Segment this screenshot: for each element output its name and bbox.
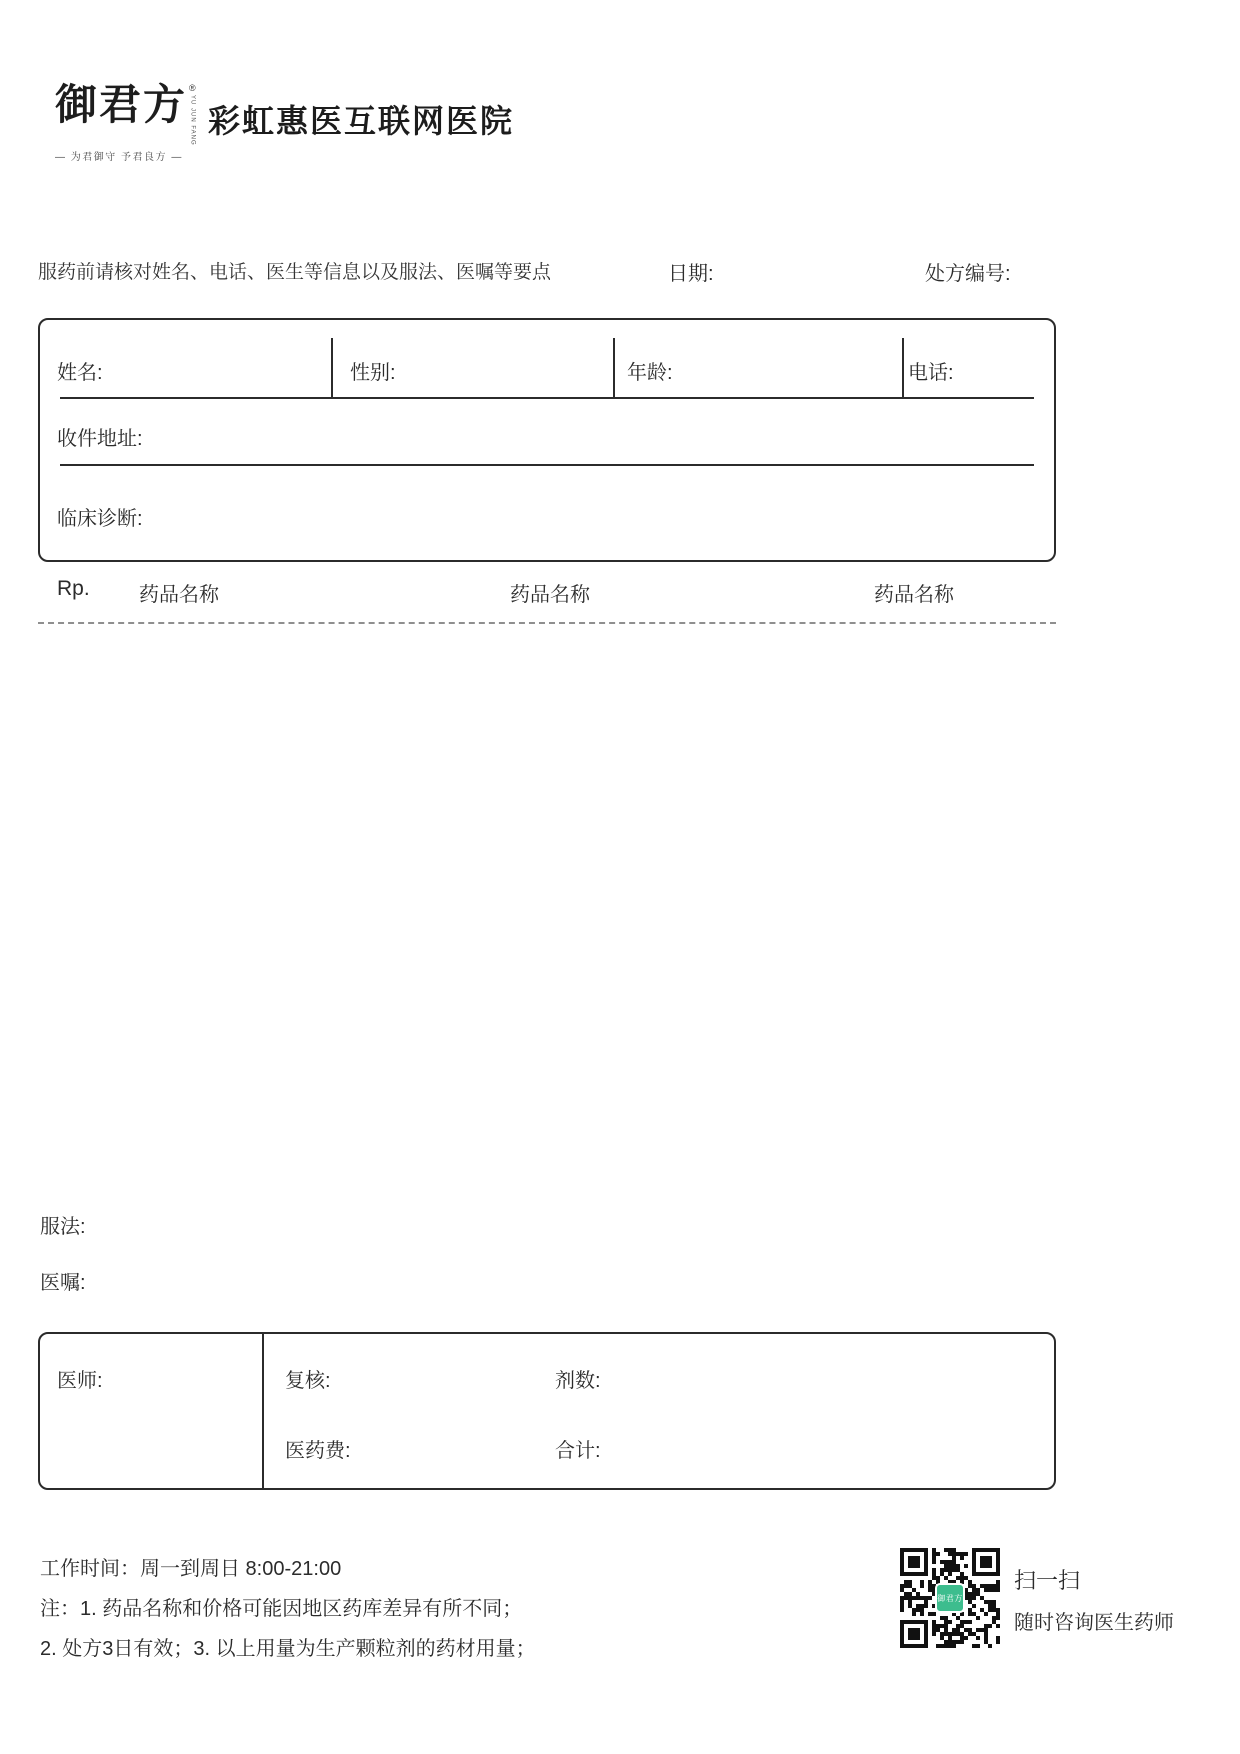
drug-name-column-header: 药品名称 <box>874 584 954 606</box>
column-divider <box>331 338 333 398</box>
verification-notice: 服药前请核对姓名、电话、医生等信息以及服法、医嘱等要点 <box>38 262 552 283</box>
patient-info-box <box>38 318 1056 562</box>
dose-count-label: 剂数: <box>555 1370 601 1392</box>
note-line-2: 2. 处方3日有效；3. 以上用量为生产颗粒剂的药材用量； <box>40 1638 536 1660</box>
hospital-name: 彩虹惠医互联网医院 <box>208 103 515 139</box>
brand-logo-pinyin: YU JUN FANG <box>189 95 196 146</box>
date-label: 日期: <box>668 263 714 285</box>
brand-tagline: — 为君御守 予君良方 — <box>55 152 183 163</box>
row-divider <box>60 397 1034 399</box>
working-hours: 工作时间：周一到周日 8:00-21:00 <box>40 1558 342 1580</box>
qr-center-logo: 御君方 <box>935 1583 965 1613</box>
row-divider <box>60 464 1034 466</box>
diagnosis-label: 临床诊断: <box>57 508 143 530</box>
drug-name-column-header: 药品名称 <box>510 584 590 606</box>
prescription-number-label: 处方编号: <box>925 263 1011 285</box>
phone-label: 电话: <box>908 362 954 384</box>
drug-name-column-header: 药品名称 <box>139 584 219 606</box>
brand-logo-marks <box>189 84 196 146</box>
brand-logo <box>55 80 196 146</box>
qr-code <box>900 1548 1000 1648</box>
medicine-fee-label: 医药费: <box>285 1440 351 1462</box>
brand-logo-text: 御君方 <box>55 80 188 129</box>
gender-label: 性别: <box>350 362 396 384</box>
column-divider <box>262 1334 264 1488</box>
name-label: 姓名: <box>57 362 103 384</box>
address-label: 收件地址: <box>57 428 143 450</box>
note-line-1: 注：1. 药品名称和价格可能因地区药库差异有所不同； <box>40 1598 523 1620</box>
rp-label: Rp. <box>57 577 90 600</box>
age-label: 年龄: <box>627 362 673 384</box>
usage-label: 服法: <box>40 1216 86 1238</box>
consult-caption: 随时咨询医生药师 <box>1014 1612 1174 1634</box>
review-label: 复核: <box>285 1370 331 1392</box>
dashed-separator <box>38 622 1056 624</box>
doctor-label: 医师: <box>57 1370 103 1392</box>
scan-caption: 扫一扫 <box>1014 1568 1081 1593</box>
column-divider <box>613 338 615 398</box>
registered-trademark-icon: ® <box>189 83 196 93</box>
total-label: 合计: <box>555 1440 601 1462</box>
signoff-box <box>38 1332 1056 1490</box>
doctor-advice-label: 医嘱: <box>40 1272 86 1294</box>
column-divider <box>902 338 904 398</box>
